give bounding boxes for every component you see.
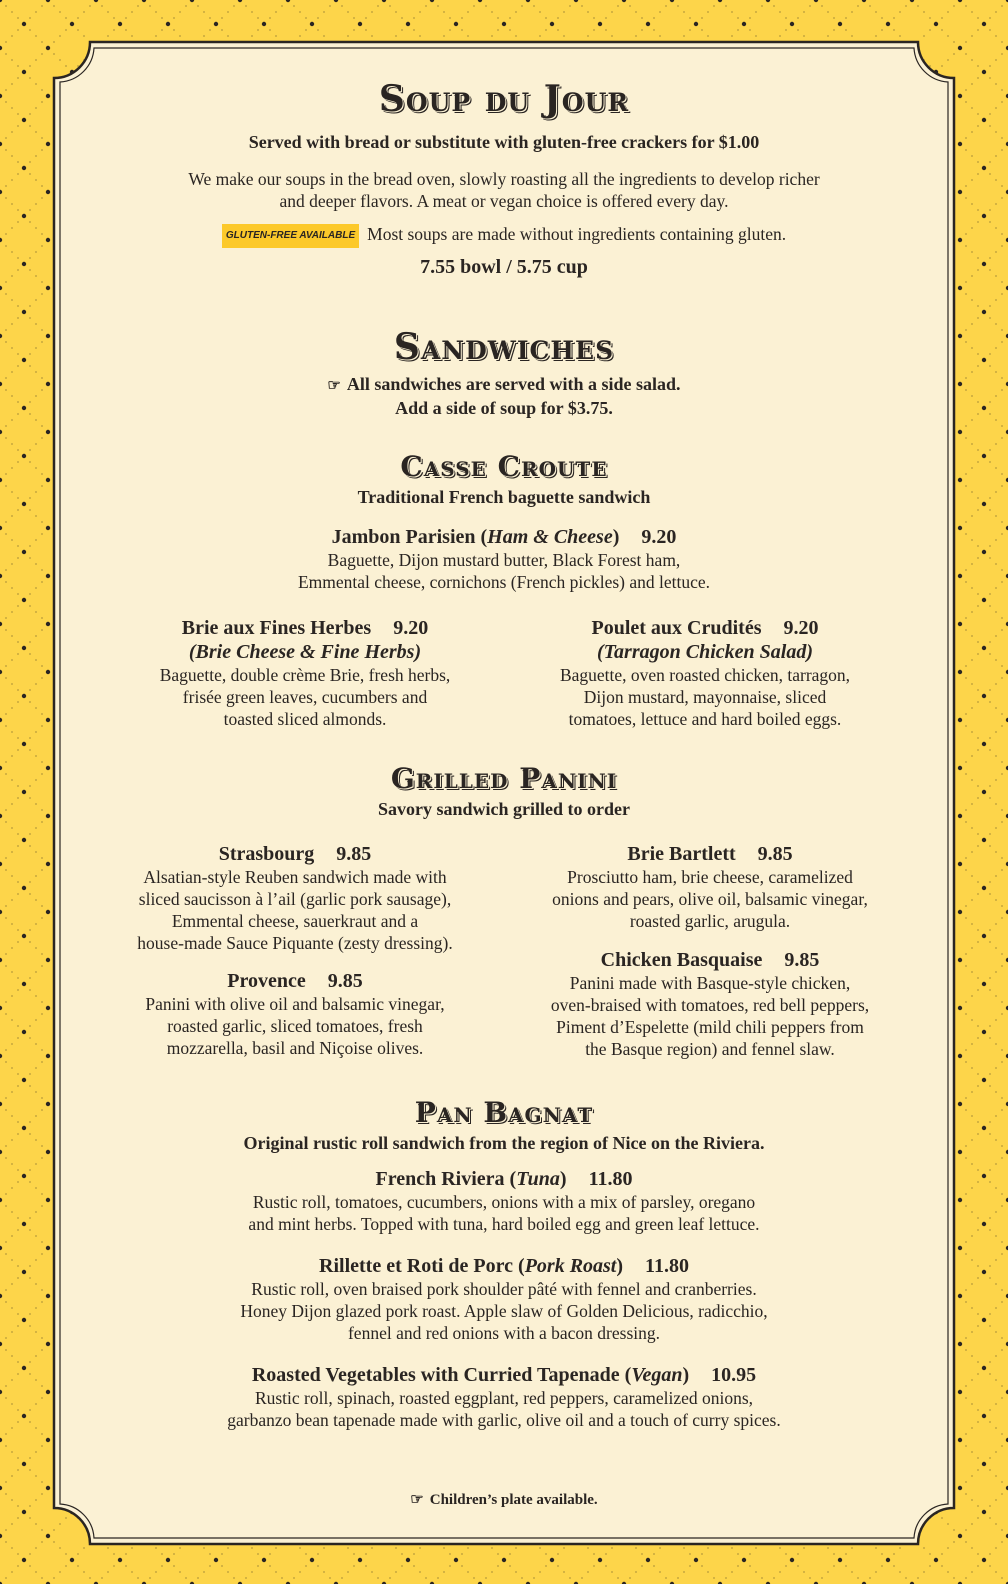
panini-title: Grilled Panini	[390, 762, 618, 795]
pointing-hand-icon: ☞	[410, 1492, 424, 1508]
item-price: 9.85	[757, 843, 793, 865]
item-price: 9.20	[641, 526, 677, 548]
item-name: Poulet aux Crudités	[591, 617, 762, 639]
item-desc: sliced saucisson à l’ail (garlic pork sausage),	[138, 889, 452, 909]
item-alt: (Tarragon Chicken Salad)	[597, 641, 813, 663]
sandwiches-title: Sandwiches	[393, 326, 615, 368]
item-desc: Emmental cheese, cornichons (French pickles) and lettuce.	[297, 572, 711, 592]
item-price: 11.80	[645, 1255, 689, 1277]
note-line: All sandwiches are served with a side salad.	[346, 374, 681, 394]
item-name-close: )	[612, 526, 620, 548]
item-desc: Piment d’Espelette (mild chili peppers from	[556, 1017, 864, 1037]
desc-line: and deeper flavors. A meat or vegan choice is offered every day.	[279, 191, 729, 211]
item-desc: frisée green leaves, cucumbers and	[182, 687, 428, 707]
item-name: Strasbourg	[218, 843, 315, 865]
item-desc: Baguette, double crème Brie, fresh herbs,	[159, 665, 451, 685]
item-desc: house-made Sauce Piquante (zesty dressing).	[137, 933, 453, 953]
childrens-plate-note	[0, 1490, 1008, 1509]
item-desc: Rustic roll, oven braised pork shoulder pâté with fennel and cranberries.	[251, 1279, 757, 1299]
item-desc: Baguette, Dijon mustard butter, Black Forest ham,	[327, 550, 681, 570]
item-price: 9.85	[336, 843, 372, 865]
item-desc: onions and pears, olive oil, balsamic vinegar,	[552, 889, 868, 909]
pan-bagnat-subtitle: Original rustic roll sandwich from the region of Nice on the Riviera.	[243, 1133, 765, 1153]
item-desc: Rustic roll, spinach, roasted eggplant, red peppers, caramelized onions,	[254, 1388, 754, 1408]
menu-item-french-riviera	[0, 1167, 1008, 1235]
item-desc: fennel and red onions with a bacon dressing.	[347, 1323, 660, 1343]
item-desc: roasted garlic, arugula.	[629, 911, 791, 931]
item-alt: Pork Roast	[524, 1255, 617, 1277]
soup-subtitle: Served with bread or substitute with gluten-free crackers for $1.00	[248, 132, 760, 152]
footer-note-text: Children’s plate available.	[429, 1492, 598, 1508]
gluten-note	[0, 223, 1008, 248]
menu-item-rillette	[0, 1254, 1008, 1344]
item-alt: (Brie Cheese & Fine Herbs)	[188, 641, 422, 663]
item-alt: Ham & Cheese	[487, 526, 613, 548]
item-price: 9.20	[783, 617, 819, 639]
item-name: Roasted Vegetables with Curried Tapenade (	[251, 1364, 632, 1386]
menu-item-poulet	[500, 616, 910, 730]
item-name: Rillette et Roti de Porc (	[319, 1255, 525, 1277]
gluten-free-badge: GLUTEN-FREE AVAILABLE	[222, 224, 359, 248]
item-name: Brie aux Fines Herbes	[181, 617, 372, 639]
item-alt: Vegan	[631, 1364, 683, 1386]
panini-subtitle: Savory sandwich grilled to order	[378, 799, 630, 819]
item-name: Provence	[227, 970, 306, 992]
item-name: Brie Bartlett	[627, 843, 736, 865]
gluten-note-text: Most soups are made without ingredients containing gluten.	[367, 224, 787, 244]
item-desc: and mint herbs. Topped with tuna, hard boiled egg and green leaf lettuce.	[248, 1214, 760, 1234]
item-desc: garbanzo bean tapenade made with garlic, olive oil and a touch of curry spices.	[227, 1410, 781, 1430]
item-desc: tomatoes, lettuce and hard boiled eggs.	[568, 709, 842, 729]
item-desc: Honey Dijon glazed pork roast. Apple slaw of Golden Delicious, radicchio,	[240, 1301, 768, 1321]
item-desc: Rustic roll, tomatoes, cucumbers, onions with a mix of parsley, oregano	[252, 1192, 756, 1212]
pan-bagnat-title: Pan Bagnat	[414, 1096, 594, 1129]
item-price: 9.20	[393, 617, 429, 639]
item-desc: Prosciutto ham, brie cheese, caramelized	[567, 867, 853, 887]
item-desc: Panini with olive oil and balsamic vinegar,	[145, 994, 445, 1014]
item-price: 9.85	[327, 970, 363, 992]
item-name-close: )	[616, 1255, 624, 1277]
item-desc: toasted sliced almonds.	[223, 709, 387, 729]
item-desc: Panini made with Basque-style chicken,	[569, 973, 851, 993]
item-name: French Riviera (	[375, 1168, 517, 1190]
desc-line: We make our soups in the bread oven, slowly roasting all the ingredients to develop richer	[188, 169, 820, 189]
item-name: Chicken Basquaise	[600, 949, 763, 971]
panini-right-column	[510, 842, 910, 1060]
item-desc: Alsatian-style Reuben sandwich made with	[143, 867, 447, 887]
item-desc: Emmental cheese, sauerkraut and a	[171, 911, 419, 931]
panini-left-column	[100, 842, 490, 1059]
soup-description	[0, 168, 1008, 212]
item-name-close: )	[559, 1168, 567, 1190]
note-line: Add a side of soup for $3.75.	[395, 398, 613, 418]
sandwiches-note	[0, 374, 1008, 419]
casse-croute-title: Casse Croute	[400, 450, 608, 483]
item-desc: the Basque region) and fennel slaw.	[585, 1039, 835, 1059]
item-desc: mozzarella, basil and Niçoise olives.	[166, 1038, 424, 1058]
item-name-close: )	[682, 1364, 690, 1386]
menu-item-roasted-vegetables	[0, 1363, 1008, 1431]
item-price: 9.85	[784, 949, 820, 971]
item-price: 11.80	[588, 1168, 633, 1190]
soup-title: Soup du Jour	[378, 78, 630, 120]
menu-item-brie	[105, 616, 505, 730]
pointing-hand-icon: ☞	[327, 378, 341, 394]
item-desc: Baguette, oven roasted chicken, tarragon,	[559, 665, 851, 685]
item-alt: Tuna	[516, 1168, 560, 1190]
item-name: Jambon Parisien (	[331, 526, 488, 548]
casse-croute-subtitle: Traditional French baguette sandwich	[357, 487, 651, 507]
item-price: 10.95	[711, 1364, 757, 1386]
soup-price: 7.55 bowl / 5.75 cup	[420, 256, 588, 278]
item-desc: Dijon mustard, mayonnaise, sliced	[583, 687, 827, 707]
menu-item-jambon	[0, 525, 1008, 593]
item-desc: oven-braised with tomatoes, red bell peppers,	[550, 995, 870, 1015]
item-desc: roasted garlic, sliced tomatoes, fresh	[167, 1016, 423, 1036]
